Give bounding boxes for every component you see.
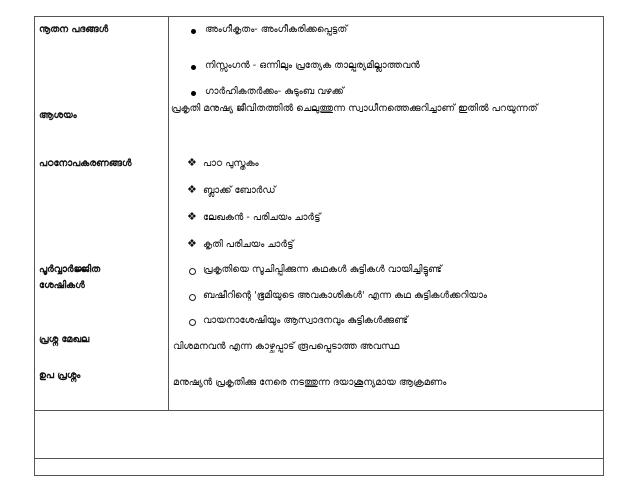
- bullet-disc-icon: [191, 65, 196, 70]
- new-word-item: നിസ്സംഗൻ - ഒന്നിലും പ്രത്യേക താല്പര്യമില്ലാത്തവൻ: [205, 60, 420, 71]
- material-item: കൃതി പരിചയം ചാർട്ട്: [203, 239, 294, 250]
- bottom-rule: [35, 458, 603, 459]
- bullet-disc-icon: [191, 91, 196, 96]
- column-divider: [168, 17, 169, 410]
- material-item: പാഠ പുസ്തകം: [203, 158, 259, 169]
- sub-problem-text: മനുഷ്യൻ പ്രകൃതിക്കു നേരെ നടത്തുന്ന ദയാശൂന്യമായ ആക്രമണം: [173, 377, 447, 388]
- prior-skill-item: പ്രകൃതിയെ സൂചിപ്പിക്കുന്ന കഥകൾ കുട്ടികൾ വായിച്ചിട്ടുണ്ട്: [203, 264, 442, 275]
- diamond-bullet-icon: ❖: [187, 156, 197, 169]
- new-word-item: ഗാർഹികതർക്കം- കുടുംബ വഴക്ക്: [205, 86, 344, 97]
- lesson-plan-table: [35, 17, 603, 411]
- circle-bullet-icon: [189, 268, 196, 275]
- new-word-item: അംഗീകൃതം- അംഗീകരിക്കപ്പെട്ടത്: [205, 24, 348, 35]
- prior-skill-item: ബഷീറിന്റെ 'ഭൂമിയുടെ അവകാശികൾ' എന്ന കഥ കുട്ടികൾക്കറിയാം: [203, 290, 487, 301]
- label-problem-area: പ്രശ്ന മേഖല: [39, 334, 90, 345]
- label-theme: ആശയം: [39, 110, 77, 121]
- bullet-disc-icon: [191, 29, 196, 34]
- label-materials: പഠനോപകരണങ്ങൾ: [39, 158, 132, 169]
- theme-text: പ്രകൃതി മനുഷ്യ ജീവിതത്തിൽ ചെലുത്തുന്ന സ്വാധീനത്തെക്കുറിച്ചാണ് ഇതിൽ പറയുന്നത്: [171, 103, 538, 114]
- prior-skill-item: വായനാശേഷിയും ആസ്വാദനവും കുട്ടികൾക്കുണ്ട്: [203, 315, 408, 326]
- document-frame: [34, 16, 604, 476]
- diamond-bullet-icon: ❖: [187, 237, 197, 250]
- material-item: ലേഖകൻ - പരിചയം ചാർട്ട്: [203, 212, 321, 223]
- label-prior-skills-line1: പൂർവ്വാർജ്ജിത: [39, 264, 101, 275]
- circle-bullet-icon: [189, 294, 196, 301]
- diamond-bullet-icon: ❖: [187, 210, 197, 223]
- label-sub-problem: ഉപ പ്രശ്നം: [39, 370, 81, 381]
- problem-area-text: വിശമനവൻ എന്ന കാഴ്ചപ്പാട് രൂപപ്പെടാത്ത അവസ്ഥ: [173, 341, 400, 352]
- label-prior-skills-line2: ശേഷികൾ: [39, 280, 85, 291]
- material-item: ബ്ലാക്ക് ബോർഡ്: [203, 185, 276, 196]
- diamond-bullet-icon: ❖: [187, 183, 197, 196]
- label-new-words: നൂതന പദങ്ങൾ: [39, 24, 109, 35]
- circle-bullet-icon: [189, 319, 196, 326]
